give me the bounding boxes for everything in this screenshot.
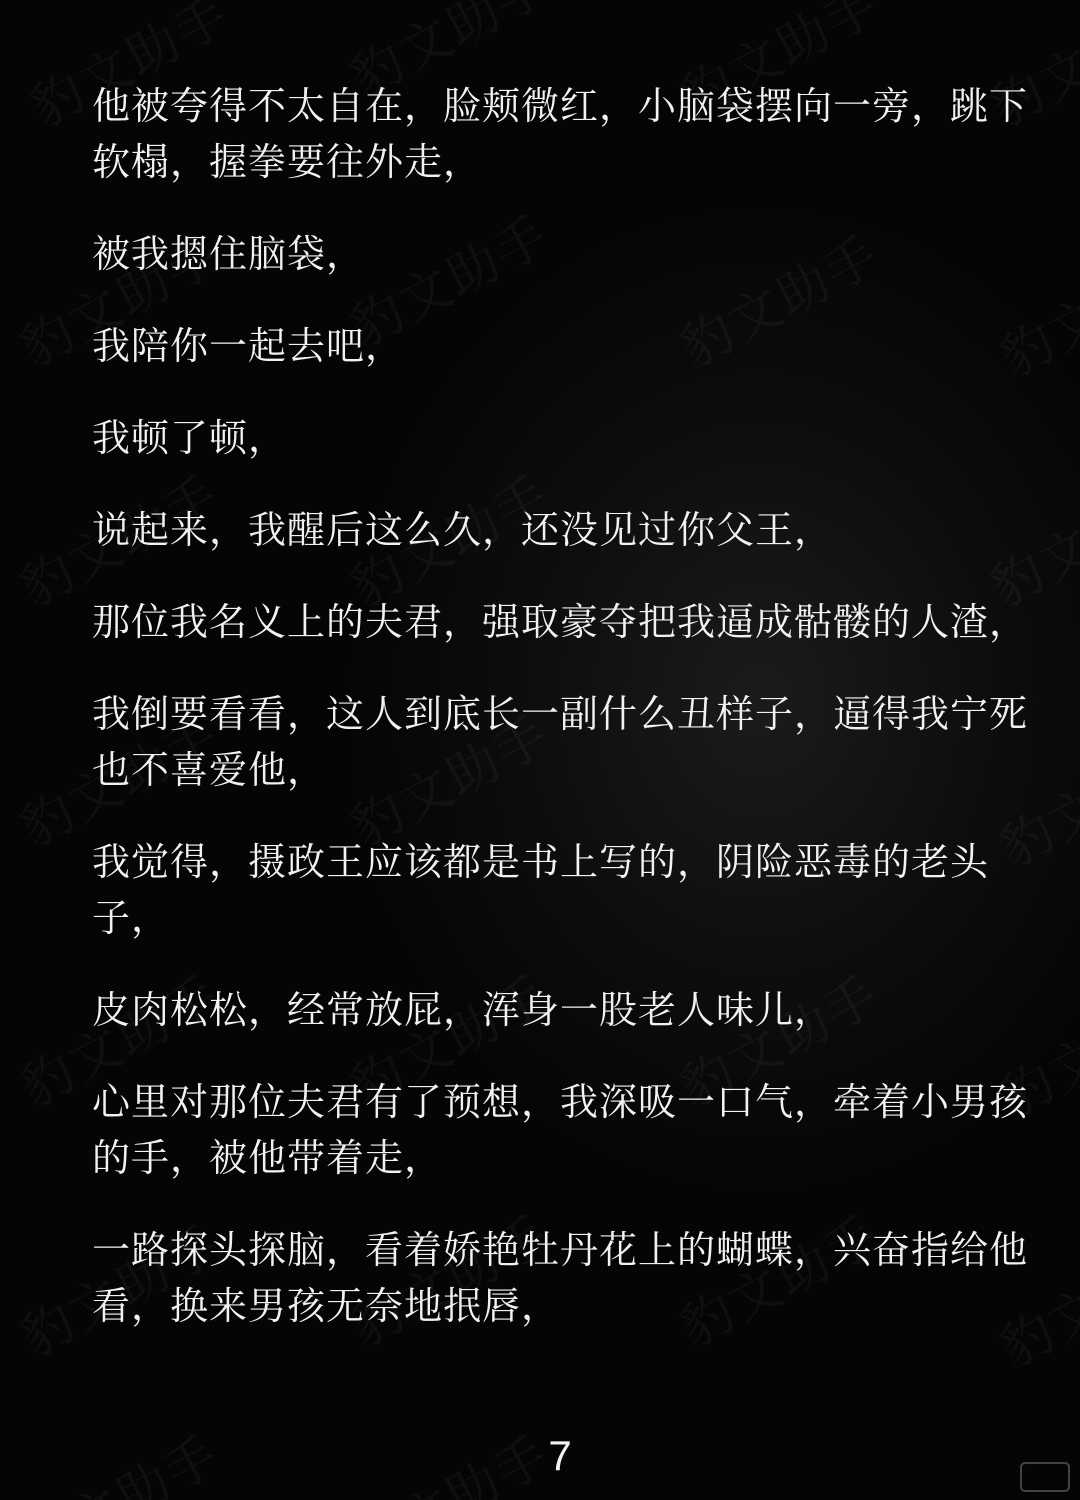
paragraph: 被我摁住脑袋，	[92, 232, 366, 276]
paragraph: 我倒要看看，这人到底长一副什么丑样子，逼得我宁死也不喜爱他，	[92, 692, 1029, 792]
paragraph: 心里对那位夫君有了预想，我深吸一口气，牵着小男孩的手，被他带着走，	[92, 1080, 1029, 1180]
paragraph: 他被夸得不太自在，脸颊微红，小脑袋摆向一旁，跳下软榻，握拳要往外走，	[92, 84, 1029, 184]
page-number: 7	[548, 1432, 572, 1479]
paragraph: 我陪你一起去吧，	[92, 324, 405, 368]
paragraph: 那位我名义上的夫君，强取豪夺把我逼成骷髅的人渣，	[92, 600, 1029, 644]
app-badge-icon	[1020, 1462, 1070, 1492]
paragraph: 我顿了顿，	[92, 416, 288, 460]
paragraph: 说起来，我醒后这么久，还没见过你父王，	[92, 508, 834, 552]
story-text	[92, 78, 1032, 1370]
paragraph: 我觉得，摄政王应该都是书上写的，阴险恶毒的老头子，	[92, 840, 990, 940]
paragraph: 皮肉松松，经常放屁，浑身一股老人味儿，	[92, 988, 834, 1032]
paragraph: 一路探头探脑，看着娇艳牡丹花上的蝴蝶，兴奋指给他看，换来男孩无奈地抿唇，	[92, 1228, 1029, 1328]
